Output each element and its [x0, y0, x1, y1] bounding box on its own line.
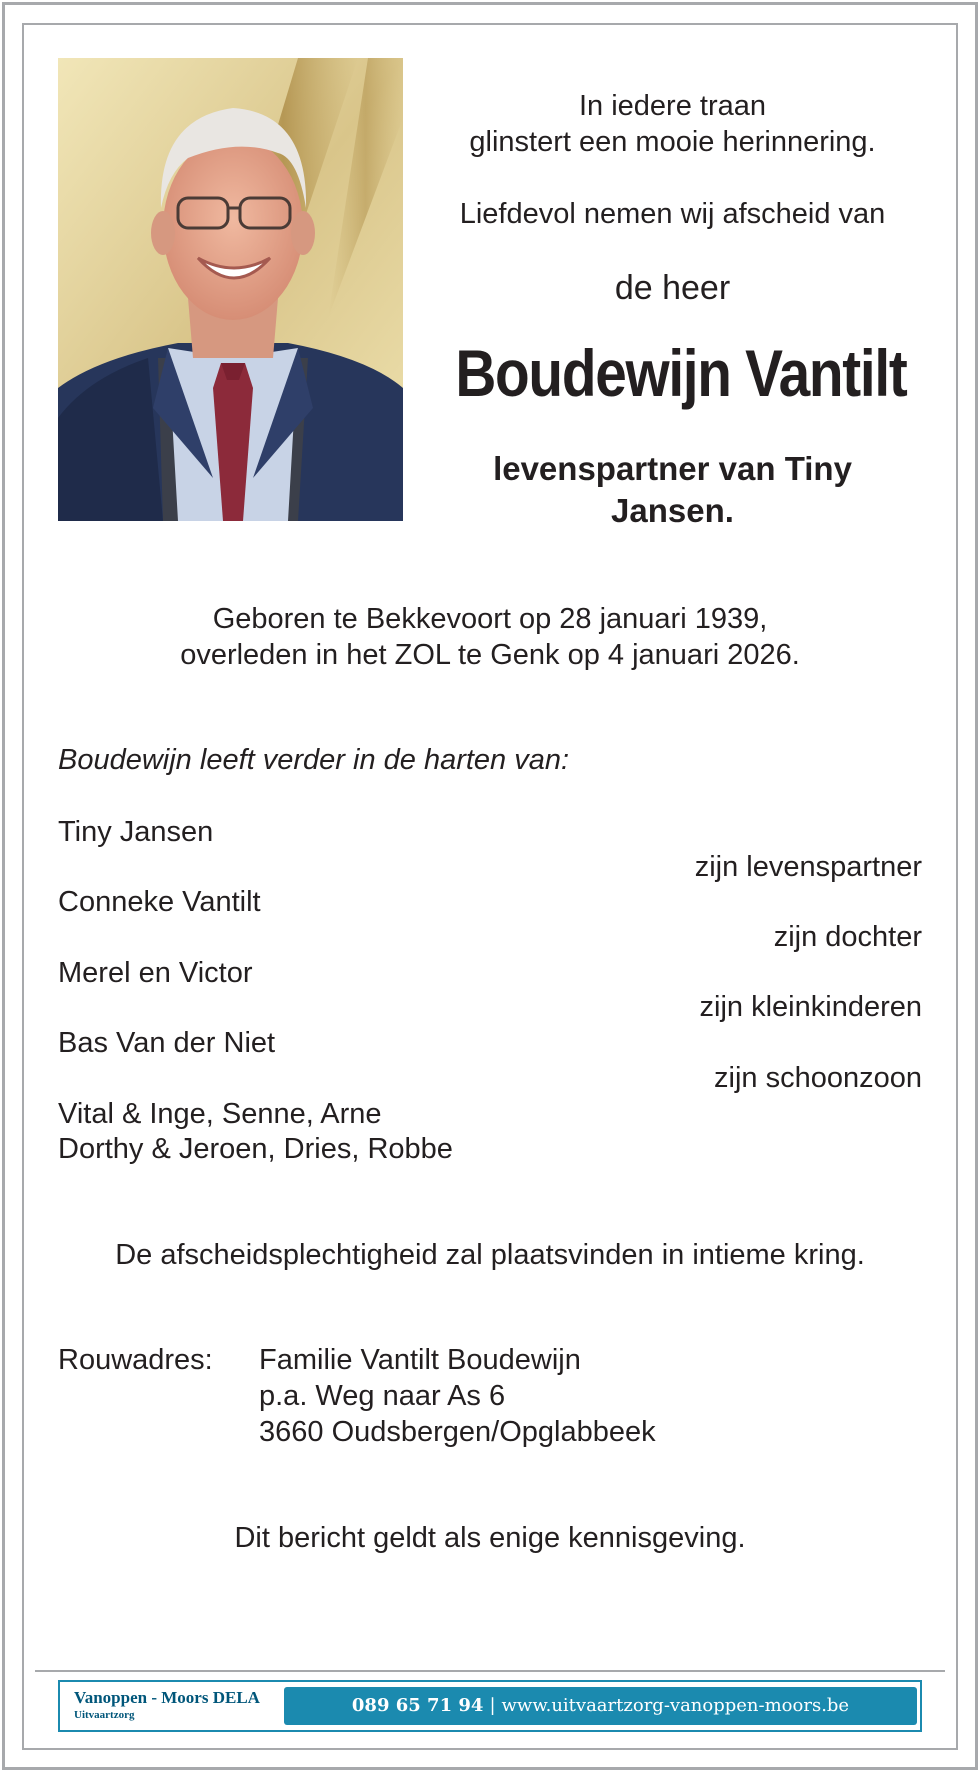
relative-name: Conneke Vantilt	[58, 886, 261, 918]
funeral-home-footer	[58, 1680, 922, 1732]
opening-quote	[435, 88, 910, 160]
portrait-photo	[58, 58, 403, 521]
deceased-name: Boudewijn Vantilt	[455, 336, 907, 410]
address-line-3: 3660 Oudsbergen/Opglabbeek	[259, 1416, 656, 1448]
birth-line: Geboren te Bekkevoort op 28 januari 1939,	[212, 603, 768, 635]
relative-relation: zijn kleinkinderen	[699, 991, 922, 1023]
address-label: Rouwadres:	[58, 1344, 213, 1376]
extended-family-line: Dorthy & Jeroen, Dries, Robbe	[58, 1133, 453, 1165]
contact-separator: |	[489, 1695, 496, 1716]
footer-divider	[35, 1670, 945, 1672]
honorific-title: de heer	[614, 269, 731, 307]
partner-line-1: levenspartner van Tiny	[493, 450, 852, 487]
lives-on-heading: Boudewijn leeft verder in de harten van:	[58, 744, 570, 776]
logo-subtitle: Uitvaartzorg	[74, 1709, 135, 1721]
address-line-1: Familie Vantilt Boudewijn	[259, 1344, 581, 1376]
mourning-address	[259, 1342, 656, 1450]
contact-bar	[284, 1687, 917, 1725]
website-link[interactable]: www.uitvaartzorg-vanoppen-moors.be	[501, 1695, 850, 1716]
ceremony-notice: De afscheidsplechtigheid zal plaatsvinden in intieme kring.	[115, 1239, 865, 1271]
death-line: overleden in het ZOL te Genk op 4 januari 2026.	[180, 639, 800, 671]
relative-name: Merel en Victor	[58, 957, 253, 989]
relative-relation: zijn dochter	[773, 921, 922, 953]
sole-notice-statement: Dit bericht geldt als enige kennisgeving.	[234, 1522, 746, 1554]
partner-line-2: Jansen.	[611, 492, 734, 529]
address-line-2: p.a. Weg naar As 6	[259, 1380, 506, 1412]
extended-family-line: Vital & Inge, Senne, Arne	[58, 1098, 382, 1130]
quote-line-2: glinstert een mooie herinnering.	[469, 126, 876, 158]
farewell-intro: Liefdevol nemen wij afscheid van	[459, 198, 886, 230]
birth-death-statement	[58, 601, 922, 673]
relative-name: Bas Van der Niet	[58, 1027, 276, 1059]
partner-line	[435, 448, 910, 532]
logo-name: Vanoppen - Moors DELA	[74, 1688, 260, 1707]
phone-number[interactable]: 089 65 71 94	[351, 1695, 484, 1716]
relative-name: Tiny Jansen	[58, 816, 214, 848]
quote-line-1: In iedere traan	[578, 90, 766, 122]
relative-relation: zijn schoonzoon	[714, 1062, 922, 1094]
funeral-home-logo	[74, 1688, 264, 1722]
relative-relation: zijn levenspartner	[694, 851, 922, 883]
